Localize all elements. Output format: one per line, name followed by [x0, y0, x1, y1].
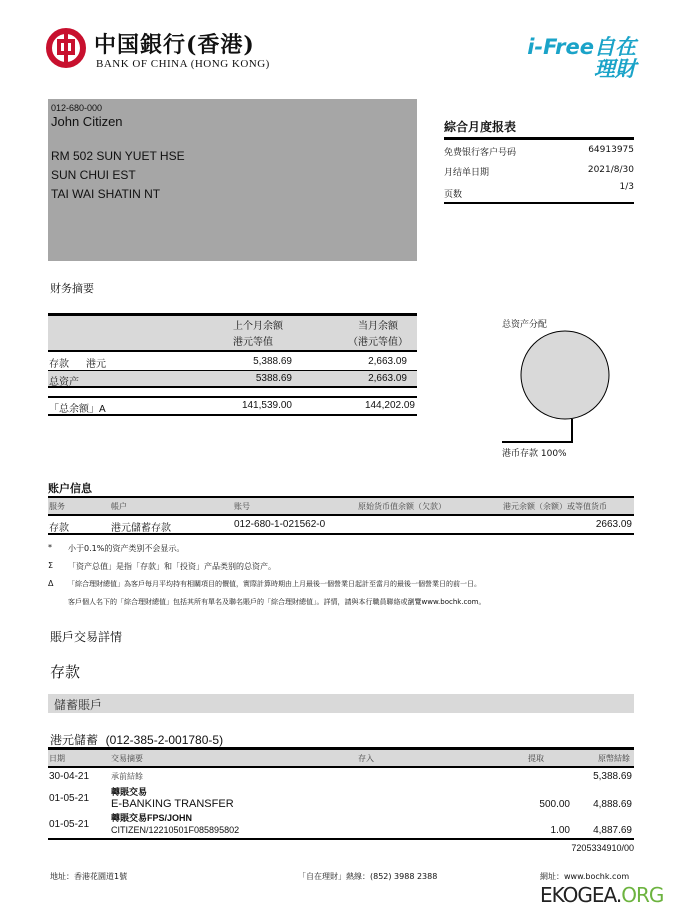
row-label: 总资产 — [49, 377, 79, 388]
col-header: 交易摘要 — [111, 754, 143, 763]
tx-desc: 轉賬交易 — [111, 787, 148, 797]
watermark-text: ORG — [621, 883, 664, 907]
col-header: 帳户 — [111, 502, 127, 511]
summary-total-row — [48, 398, 417, 414]
info-label: 月结单日期 — [444, 168, 490, 178]
note-symbol: Σ — [48, 561, 54, 570]
account-label-text: 港元儲蓄 — [50, 733, 99, 747]
tx-desc: 承前結餘 — [111, 772, 143, 781]
col-header: 服务 — [49, 502, 65, 511]
col-header: 原幣結餘 — [598, 754, 630, 763]
note-symbol: * — [48, 543, 52, 552]
allocation-title: 总资产分配 — [502, 320, 548, 330]
curr-balance: 2,663.09 — [368, 356, 407, 367]
transaction-row — [48, 812, 634, 838]
col-header: 账号 — [234, 502, 250, 511]
transaction-row — [48, 786, 634, 812]
col-header: （港元等值） — [348, 337, 408, 348]
row-sub: 港元 — [86, 359, 106, 370]
address-code: 012-680-000 — [51, 103, 103, 113]
row-label: 存款 — [49, 359, 69, 370]
address-line: SUN CHUI EST — [51, 168, 136, 182]
account-number: (012-385-2-001780-5) — [105, 733, 224, 747]
tx-date: 01-05-21 — [49, 819, 90, 830]
pie-leader-line — [502, 419, 572, 442]
boc-logo-icon — [46, 28, 86, 72]
tx-balance: 4,888.69 — [593, 799, 632, 810]
address-line: RM 502 SUN YUET HSE — [51, 149, 185, 163]
statement-date: 2021/8/30 — [587, 165, 634, 175]
watermark-text: EKOGEA. — [540, 883, 622, 907]
page-number: 1/3 — [619, 182, 634, 192]
curr-balance: 144,202.09 — [364, 400, 415, 411]
account-info — [48, 480, 634, 535]
summary-title: 财务摘要 — [50, 282, 94, 295]
section-title: 存款 — [50, 663, 81, 681]
allocation-pie — [500, 330, 640, 460]
pie-slice-hkd-deposit — [521, 331, 609, 419]
service: 存款 — [49, 523, 69, 534]
address-line: TAI WAI SHATIN NT — [51, 187, 161, 201]
info-label: 免费银行客户号码 — [444, 148, 517, 158]
summary-table — [48, 313, 417, 416]
bank-name-cn: 中国銀行(香港) — [94, 32, 255, 58]
hkd-balance: 2663.09 — [595, 519, 632, 530]
prev-balance: 141,539.00 — [241, 400, 292, 411]
statement-title: 綜合月度报表 — [444, 120, 517, 134]
tx-withdrawal: 1.00 — [550, 825, 570, 836]
col-header: 港元余额（余额）或等值货币 — [503, 502, 607, 511]
subsection-bar: 儲蓄賬戶 — [48, 694, 634, 713]
col-header: 原始货币值余额（欠款） — [358, 502, 446, 511]
col-header: 港元等值 — [233, 337, 273, 348]
tx-desc-detail: CITIZEN/12210501F085895802 — [111, 825, 240, 835]
footer-website[interactable]: 網址：www.bochk.com — [540, 872, 630, 881]
transaction-row — [48, 768, 634, 786]
statement-ref: 7205334910/00 — [571, 843, 634, 853]
notes — [48, 543, 638, 615]
note-text: 「资产总值」是指「存款」和「投资」产品类别的总资产。 — [68, 562, 276, 571]
footer-address: 地址：香港花園道1號 — [50, 872, 128, 881]
row-label: 「总余额」A — [49, 404, 106, 415]
col-header: 上个月余额 — [233, 321, 283, 332]
note-text: 客戶個人名下的「綜合理財總值」包括其所有單名及聯名賬戶的「綜合理財總值」。詳情，請與本行職員聯絡或瀏覽www.bochk.com。 — [68, 598, 486, 606]
customer-name: John Citizen — [51, 114, 123, 129]
col-header: 当月余额 — [358, 321, 398, 332]
statement-info — [444, 118, 634, 204]
tx-date: 30-04-21 — [49, 771, 90, 782]
prev-balance: 5388.69 — [255, 373, 292, 384]
ifree-logo: i-Free自在理財 — [527, 35, 636, 81]
tx-date: 01-05-21 — [49, 793, 90, 804]
account-info-title: 账户信息 — [48, 483, 92, 495]
customer-number: 64913975 — [588, 145, 634, 155]
summary-row — [48, 352, 417, 370]
account-row — [48, 516, 634, 533]
bank-name-en: BANK OF CHINA (HONG KONG) — [96, 58, 270, 70]
prev-balance: 5,388.69 — [253, 356, 292, 367]
footer-hotline: 「自在理財」熱線：(852) 3988 2388 — [298, 872, 438, 881]
account-label — [50, 731, 223, 748]
account-type: 港元儲蓄存款 — [111, 523, 171, 534]
tx-desc-detail: E-BANKING TRANSFER — [111, 798, 234, 810]
tx-balance: 5,388.69 — [593, 771, 632, 782]
tx-desc: 轉賬交易FPS/JOHN — [111, 813, 193, 823]
curr-balance: 2,663.09 — [368, 373, 407, 384]
col-header: 日期 — [49, 754, 65, 763]
transactions-table — [48, 747, 634, 853]
note-text: 小于0.1%的资产类别不会显示。 — [68, 544, 185, 553]
col-header: 提取 — [528, 754, 544, 763]
note-text: 「綜合理財總值」為客戶每月平均持有相關項目的價值，實際計算時期由上月最後一個營業日起計至當月的最後一個營業日的前一日。 — [68, 580, 481, 588]
tx-balance: 4,887.69 — [593, 825, 632, 836]
address-block — [48, 99, 417, 261]
account-number: 012-680-1-021562-0 — [234, 519, 326, 530]
info-label: 页数 — [444, 190, 463, 200]
col-header: 存入 — [358, 754, 374, 763]
watermark — [540, 884, 663, 906]
details-title: 賬戶交易詳情 — [50, 630, 123, 644]
summary-row — [48, 370, 417, 386]
note-symbol: Δ — [48, 579, 54, 588]
allocation-label: 港币存款 100% — [502, 449, 567, 459]
tx-withdrawal: 500.00 — [539, 799, 570, 810]
